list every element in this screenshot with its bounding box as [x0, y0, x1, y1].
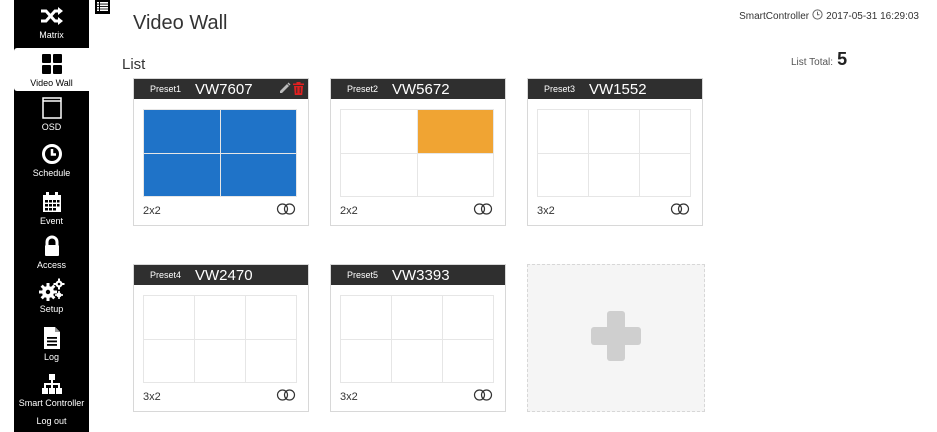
grid-cell[interactable]	[195, 340, 245, 383]
videowall-grid[interactable]	[340, 109, 494, 197]
sidebar-item-log[interactable]	[14, 322, 89, 365]
monitor-icon	[39, 95, 65, 121]
list-total	[791, 49, 847, 70]
sidebar-item-setup[interactable]	[14, 274, 89, 317]
card-footer	[143, 203, 296, 219]
videowall-name: VW1552	[589, 80, 647, 98]
card-footer	[537, 203, 690, 219]
videowall-grid[interactable]	[340, 295, 494, 383]
grid-cell[interactable]	[221, 154, 297, 197]
card-footer	[340, 203, 493, 219]
card-header	[331, 265, 505, 285]
network-icon	[39, 371, 65, 397]
sidebar-item-label: Log out	[36, 415, 67, 426]
toggle-icon[interactable]	[670, 202, 690, 220]
card-header	[134, 79, 308, 99]
grid-cell[interactable]	[589, 110, 639, 153]
layout-size: 3x2	[340, 391, 358, 403]
grid-cell[interactable]	[221, 110, 297, 153]
layout-size: 2x2	[340, 205, 358, 217]
grid-cell[interactable]	[418, 154, 494, 197]
preset-label: Preset5	[347, 270, 379, 280]
controller-info	[739, 9, 919, 23]
preset-label: Preset1	[150, 84, 182, 94]
page-title: Video Wall	[133, 12, 228, 34]
card-footer	[143, 389, 296, 405]
grid-cell[interactable]	[392, 296, 442, 339]
clock-icon	[812, 9, 823, 23]
sidebar-item-matrix[interactable]	[14, 0, 89, 43]
card-header	[528, 79, 702, 99]
gears-icon	[39, 277, 65, 303]
sidebar-item-label: Access	[36, 260, 66, 270]
pencil-icon[interactable]	[278, 82, 291, 100]
document-icon	[39, 325, 65, 351]
grid-cell[interactable]	[246, 296, 296, 339]
card-tools	[278, 82, 304, 100]
clock-icon	[39, 141, 65, 167]
toggle-icon[interactable]	[473, 202, 493, 220]
preset-card[interactable]	[527, 78, 703, 226]
menu-toggle-button[interactable]	[95, 0, 110, 14]
toggle-icon[interactable]	[473, 388, 493, 406]
lock-icon	[39, 233, 65, 259]
layout-size: 2x2	[143, 205, 161, 217]
datetime: 2017-05-31 16:29:03	[826, 10, 919, 22]
videowall-grid[interactable]	[143, 295, 297, 383]
list-icon	[97, 0, 108, 16]
grid-cell[interactable]	[341, 154, 417, 197]
list-total-label: List Total:	[791, 57, 834, 68]
grid-cell[interactable]	[538, 110, 588, 153]
toggle-icon[interactable]	[276, 388, 296, 406]
grid-cell[interactable]	[443, 340, 493, 383]
grid-cell[interactable]	[640, 110, 690, 153]
grid-cell[interactable]	[144, 340, 194, 383]
preset-card[interactable]	[133, 78, 309, 226]
grid-cell[interactable]	[418, 110, 494, 153]
preset-label: Preset4	[150, 270, 182, 280]
sidebar-item-label: Log	[43, 352, 60, 362]
sidebar-item-label: Smart Controller	[18, 398, 85, 408]
layout-size: 3x2	[143, 391, 161, 403]
videowall-grid[interactable]	[537, 109, 691, 197]
sidebar-item-video-wall[interactable]	[14, 48, 89, 91]
shuffle-icon	[39, 3, 65, 29]
grid-cell[interactable]	[144, 296, 194, 339]
preset-label: Preset2	[347, 84, 379, 94]
add-preset-button[interactable]	[527, 264, 705, 412]
list-total-count: 5	[837, 49, 848, 69]
layout-size: 3x2	[537, 205, 555, 217]
sidebar-item-label: Video Wall	[30, 78, 73, 88]
card-header	[134, 265, 308, 285]
videowall-name: VW7607	[195, 80, 253, 98]
plus-icon	[588, 308, 644, 369]
grid-cell[interactable]	[341, 296, 391, 339]
sidebar-item-smart-controller[interactable]	[14, 368, 89, 411]
grid-cell[interactable]	[392, 340, 442, 383]
sidebar-item-label: Setup	[39, 304, 64, 314]
preset-card[interactable]	[330, 264, 506, 412]
grid-cell[interactable]	[195, 296, 245, 339]
grid-cell[interactable]	[589, 154, 639, 197]
preset-card[interactable]	[330, 78, 506, 226]
sidebar-item-label: OSD	[41, 122, 62, 132]
sidebar-item-access[interactable]	[14, 230, 89, 273]
grid-cell[interactable]	[443, 296, 493, 339]
list-heading: List	[122, 56, 146, 73]
grid-cell[interactable]	[341, 340, 391, 383]
logout-button[interactable]	[14, 412, 89, 432]
calendar-icon	[39, 189, 65, 215]
sidebar-item-osd[interactable]	[14, 92, 89, 135]
sidebar-item-event[interactable]	[14, 186, 89, 229]
sidebar-item-label: Matrix	[39, 30, 64, 40]
grid-icon	[39, 51, 65, 77]
grid-cell[interactable]	[538, 154, 588, 197]
sidebar-item-label: Event	[39, 216, 63, 226]
trash-icon[interactable]	[293, 82, 304, 100]
grid-cell[interactable]	[144, 154, 220, 197]
preset-label: Preset3	[544, 84, 576, 94]
grid-cell[interactable]	[341, 110, 417, 153]
grid-cell[interactable]	[144, 110, 220, 153]
sidebar	[14, 0, 89, 432]
sidebar-item-label: Schedule	[32, 168, 71, 178]
card-header	[331, 79, 505, 99]
card-footer	[340, 389, 493, 405]
grid-cell[interactable]	[246, 340, 296, 383]
grid-cell[interactable]	[640, 154, 690, 197]
toggle-icon[interactable]	[276, 202, 296, 220]
videowall-name: VW3393	[392, 266, 450, 284]
videowall-grid[interactable]	[143, 109, 297, 197]
controller-name: SmartController	[739, 10, 810, 22]
videowall-name: VW2470	[195, 266, 253, 284]
sidebar-item-schedule[interactable]	[14, 138, 89, 181]
preset-card[interactable]	[133, 264, 309, 412]
videowall-name: VW5672	[392, 80, 450, 98]
